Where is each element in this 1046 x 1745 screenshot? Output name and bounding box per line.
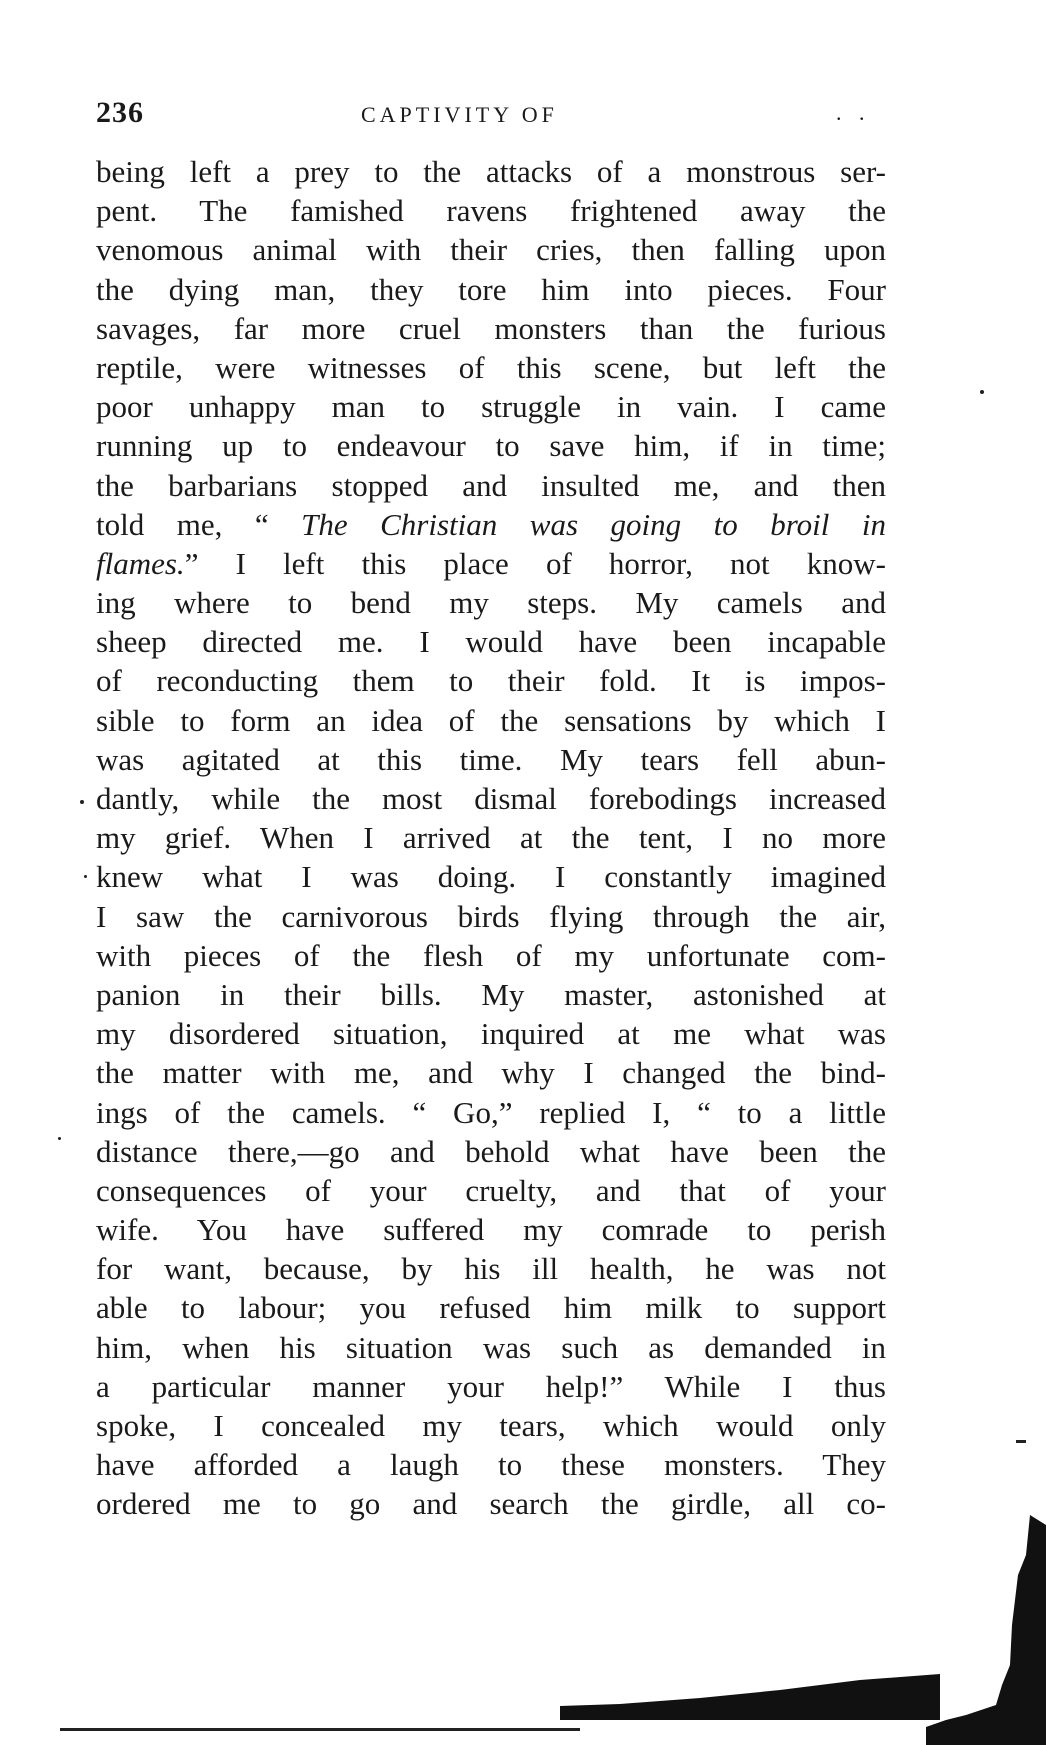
text-line: for want, because, by his ill health, he was not [96, 1251, 886, 1287]
body-text [96, 152, 886, 1524]
text-line: I saw the carnivorous birds flying through the air, [96, 898, 886, 934]
text-line: panion in their bills. My master, astonished at [96, 976, 886, 1012]
text-line: a particular manner your help!” While I thus [96, 1368, 886, 1404]
scan-speck [84, 875, 87, 878]
text-line: the matter with me, and why I changed the bind- [96, 1055, 886, 1091]
text-line: able to labour; you refused him milk to support [96, 1290, 886, 1326]
text-line: of reconducting them to their fold. It is impos- [96, 663, 886, 699]
text-line: being left a prey to the attacks of a monstrous ser- [96, 154, 886, 189]
text-line: flames.” I left this place of horror, not know- [96, 545, 886, 581]
text-line: the dying man, they tore him into pieces. Four [96, 271, 886, 307]
text-line: sible to form an idea of the sensations by which I [96, 702, 886, 738]
corner-dots: . . [836, 100, 871, 125]
text-line: my grief. When I arrived at the tent, I no more [96, 820, 886, 856]
text-line: him, when his situation was such as demanded in [96, 1329, 886, 1365]
text-line: spoke, I concealed my tears, which would only [96, 1408, 886, 1443]
text-line: ordered me to go and search the girdle, all co- [96, 1486, 886, 1522]
text-line: wife. You have suffered my comrade to perish [96, 1212, 886, 1248]
text-line: venomous animal with their cries, then falling upon [96, 232, 886, 268]
text-line: knew what I was doing. I constantly imagined [96, 859, 886, 895]
text-line: pent. The famished ravens frightened away the [96, 193, 886, 229]
text-line: sheep directed me. I would have been incapable [96, 624, 886, 660]
scan-speck [980, 390, 984, 394]
page-number: 236 [96, 96, 144, 129]
quoted-speech: The Christian was going to broil in [301, 506, 886, 542]
running-head: CAPTIVITY OF [361, 102, 558, 127]
quoted-speech: flames. [96, 545, 185, 581]
text-line: savages, far more cruel monsters than the furious [96, 310, 886, 346]
scan-shadow-base [560, 1660, 940, 1720]
scan-shadow [926, 1515, 1046, 1745]
scan-speck [1016, 1440, 1026, 1443]
text-line: the barbarians stopped and insulted me, and then [96, 467, 886, 503]
text-line: consequences of your cruelty, and that of your [96, 1172, 886, 1208]
text-line: have afforded a laugh to these monsters. They [96, 1447, 886, 1483]
bottom-rule [60, 1728, 580, 1731]
text-line: ings of the camels. “ Go,” replied I, “ to a little [96, 1094, 886, 1130]
text-line: distance there,—go and behold what have been the [96, 1133, 886, 1169]
text-line: dantly, while the most dismal forebodings increased [96, 781, 886, 816]
text-line: was agitated at this time. My tears fell abun- [96, 741, 886, 777]
text-line: with pieces of the flesh of my unfortunate com- [96, 937, 886, 973]
text-line: ing where to bend my steps. My camels and [96, 585, 886, 621]
text-line: told me, “ The Christian was going to broil in [96, 506, 886, 542]
page-header [96, 96, 886, 142]
text-line: running up to endeavour to save him, if in time; [96, 428, 886, 464]
text-line: poor unhappy man to struggle in vain. I came [96, 389, 886, 425]
scan-speck [80, 800, 84, 804]
scan-speck [58, 1137, 61, 1140]
text-line: reptile, were witnesses of this scene, but left the [96, 349, 886, 385]
text-line: my disordered situation, inquired at me what was [96, 1016, 886, 1052]
